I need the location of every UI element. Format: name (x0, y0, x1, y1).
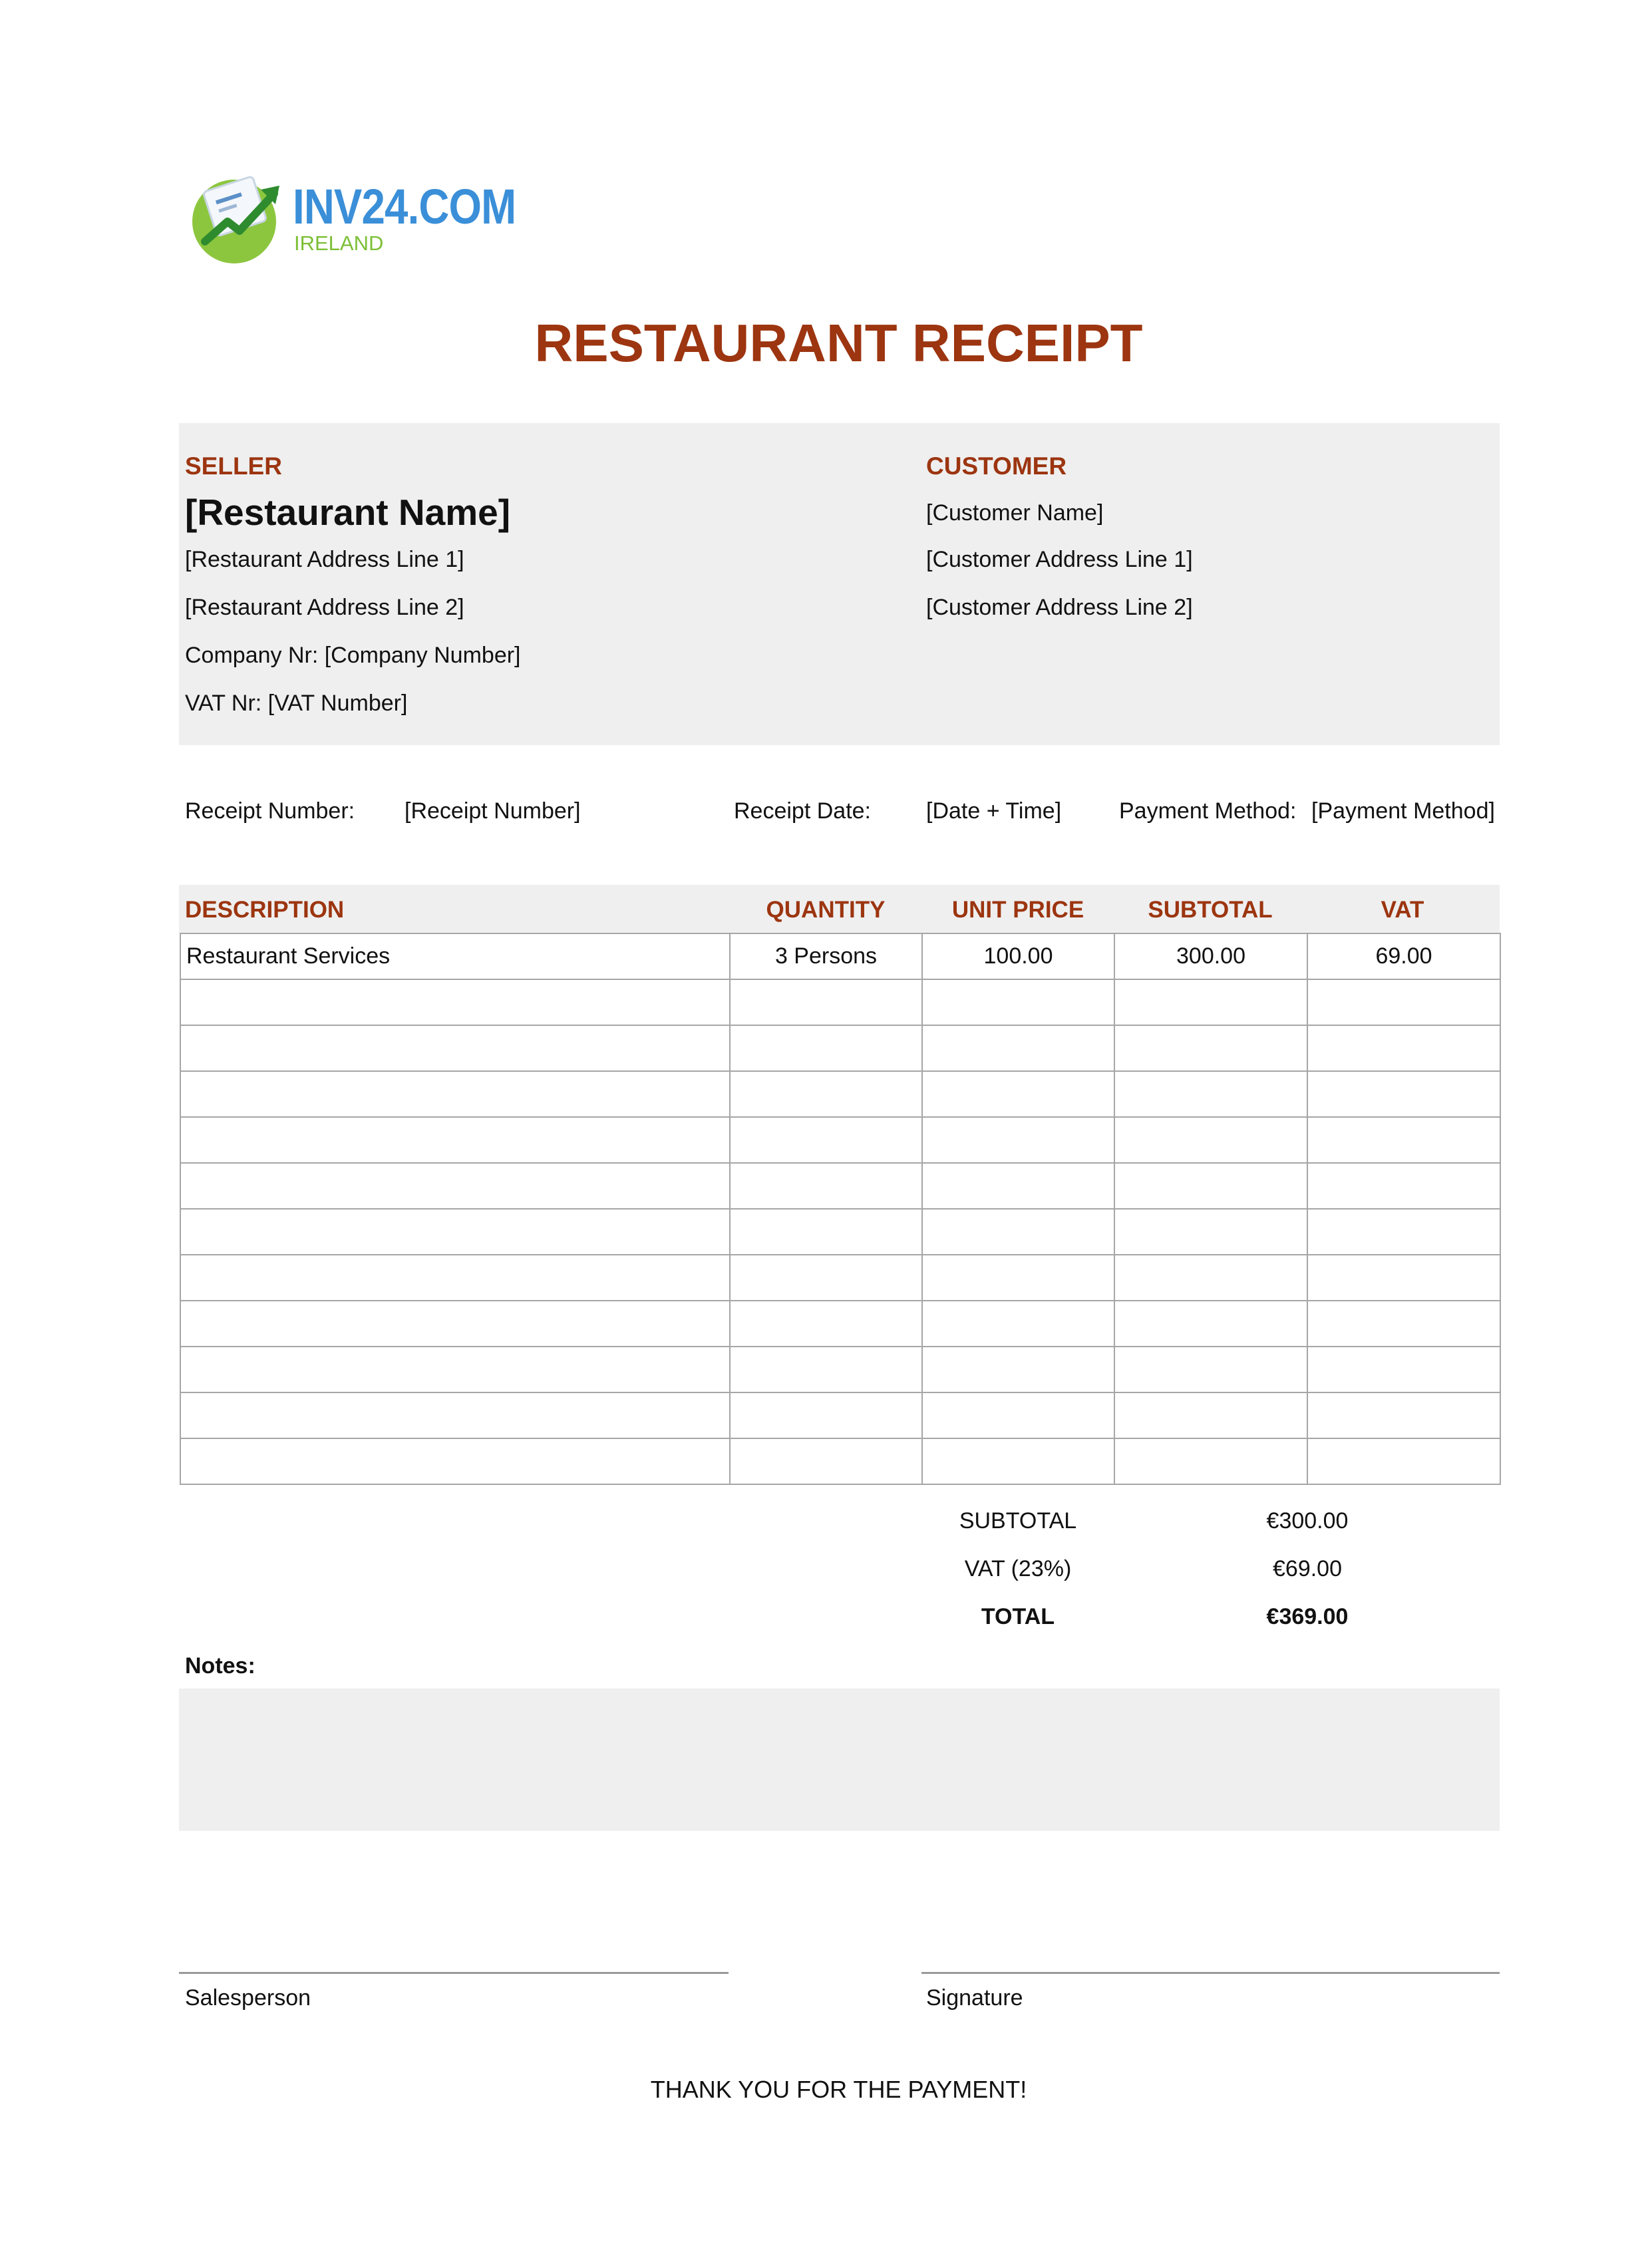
receipt-number-label: Receipt Number: (185, 798, 355, 824)
grand-total-label: TOTAL (981, 1604, 1055, 1629)
subtotal-value: €300.00 (1266, 1508, 1349, 1534)
signature-label: Signature (926, 1985, 1023, 2011)
cell-description[interactable] (180, 1071, 730, 1117)
cell-subtotal[interactable]: 300.00 (1114, 933, 1307, 979)
restaurant-address-line-1: [Restaurant Address Line 1] (185, 547, 464, 572)
cell-vat[interactable] (1307, 1392, 1500, 1438)
customer-signature-line (921, 1972, 1500, 1974)
header-vat: VAT (1381, 897, 1424, 923)
table-row (180, 1209, 1500, 1255)
company-number: Company Nr: [Company Number] (185, 643, 521, 668)
cell-subtotal[interactable] (1114, 1117, 1307, 1163)
cell-subtotal[interactable] (1114, 1255, 1307, 1301)
cell-quantity[interactable]: 3 Persons (730, 933, 922, 979)
seller-label: SELLER (185, 452, 282, 480)
cell-vat[interactable] (1307, 1301, 1500, 1347)
cell-vat[interactable] (1307, 1209, 1500, 1255)
header-unit-price: UNIT PRICE (951, 897, 1084, 923)
cell-unit-price[interactable] (922, 1255, 1114, 1301)
cell-subtotal[interactable] (1114, 1071, 1307, 1117)
cell-description[interactable] (180, 1438, 730, 1484)
table-row (180, 1301, 1500, 1347)
table-row (180, 1071, 1500, 1117)
table-row (180, 1163, 1500, 1209)
cell-unit-price[interactable] (922, 979, 1114, 1025)
vat-total-value: €69.00 (1273, 1556, 1342, 1581)
cell-unit-price[interactable] (922, 1301, 1114, 1347)
cell-unit-price[interactable] (922, 1025, 1114, 1071)
cell-quantity[interactable] (730, 979, 922, 1025)
cell-vat[interactable] (1307, 1025, 1500, 1071)
header-description: DESCRIPTION (185, 897, 345, 923)
cell-unit-price[interactable] (922, 1347, 1114, 1392)
cell-description[interactable] (180, 1301, 730, 1347)
logo-region-text: IRELAND (294, 232, 384, 255)
rising-arrow-icon (192, 176, 279, 263)
customer-name: [Customer Name] (926, 500, 1104, 526)
table-row (180, 1392, 1500, 1438)
cell-quantity[interactable] (730, 1255, 922, 1301)
cell-subtotal[interactable] (1114, 1301, 1307, 1347)
notes-label: Notes: (185, 1653, 255, 1679)
document-title: RESTAURANT RECEIPT (534, 313, 1143, 373)
cell-vat[interactable] (1307, 1255, 1500, 1301)
vat-number: VAT Nr: [VAT Number] (185, 691, 408, 716)
cell-quantity[interactable] (730, 1071, 922, 1117)
cell-vat[interactable]: 69.00 (1307, 933, 1500, 979)
payment-method-value: [Payment Method] (1311, 798, 1495, 824)
receipt-date-label: Receipt Date: (734, 798, 871, 824)
cell-unit-price[interactable] (922, 1392, 1114, 1438)
cell-quantity[interactable] (730, 1347, 922, 1392)
table-row (180, 1025, 1500, 1071)
salesperson-label: Salesperson (185, 1985, 311, 2011)
cell-unit-price[interactable] (922, 1117, 1114, 1163)
restaurant-name: [Restaurant Name] (185, 492, 511, 533)
customer-label: CUSTOMER (926, 452, 1067, 480)
cell-vat[interactable] (1307, 1117, 1500, 1163)
grand-total-value: €369.00 (1266, 1604, 1349, 1629)
cell-quantity[interactable] (730, 1117, 922, 1163)
cell-quantity[interactable] (730, 1438, 922, 1484)
cell-subtotal[interactable] (1114, 1209, 1307, 1255)
cell-description[interactable]: Restaurant Services (180, 933, 730, 979)
cell-vat[interactable] (1307, 1438, 1500, 1484)
cell-unit-price[interactable] (922, 1071, 1114, 1117)
table-row (180, 1347, 1500, 1392)
cell-subtotal[interactable] (1114, 1025, 1307, 1071)
cell-description[interactable] (180, 1117, 730, 1163)
cell-quantity[interactable] (730, 1392, 922, 1438)
cell-quantity[interactable] (730, 1301, 922, 1347)
restaurant-address-line-2: [Restaurant Address Line 2] (185, 595, 464, 620)
notes-box[interactable] (179, 1689, 1500, 1831)
cell-description[interactable] (180, 1209, 730, 1255)
cell-subtotal[interactable] (1114, 979, 1307, 1025)
header-subtotal: SUBTOTAL (1148, 897, 1273, 923)
salesperson-signature-line (179, 1972, 729, 1974)
payment-method-label: Payment Method: (1119, 798, 1297, 824)
receipt-number-value: [Receipt Number] (405, 798, 581, 824)
cell-description[interactable] (180, 979, 730, 1025)
cell-unit-price[interactable] (922, 1209, 1114, 1255)
cell-description[interactable] (180, 1025, 730, 1071)
cell-subtotal[interactable] (1114, 1438, 1307, 1484)
cell-unit-price[interactable] (922, 1163, 1114, 1209)
cell-description[interactable] (180, 1347, 730, 1392)
cell-description[interactable] (180, 1392, 730, 1438)
table-row (180, 1255, 1500, 1301)
cell-unit-price[interactable]: 100.00 (922, 933, 1114, 979)
table-row (180, 1117, 1500, 1163)
cell-unit-price[interactable] (922, 1438, 1114, 1484)
customer-address-line-2: [Customer Address Line 2] (926, 595, 1193, 620)
table-row (180, 1438, 1500, 1484)
cell-description[interactable] (180, 1255, 730, 1301)
cell-quantity[interactable] (730, 1025, 922, 1071)
cell-subtotal[interactable] (1114, 1163, 1307, 1209)
cell-vat[interactable] (1307, 979, 1500, 1025)
subtotal-label: SUBTOTAL (959, 1508, 1077, 1534)
cell-vat[interactable] (1307, 1347, 1500, 1392)
cell-vat[interactable] (1307, 1163, 1500, 1209)
cell-quantity[interactable] (730, 1163, 922, 1209)
cell-subtotal[interactable] (1114, 1392, 1307, 1438)
receipt-date-value: [Date + Time] (926, 798, 1062, 824)
cell-quantity[interactable] (730, 1209, 922, 1255)
vat-total-label: VAT (23%) (964, 1556, 1072, 1581)
table-row (180, 933, 1500, 979)
header-quantity: QUANTITY (766, 897, 886, 923)
thank-you-message: THANK YOU FOR THE PAYMENT! (650, 2076, 1027, 2103)
cell-subtotal[interactable] (1114, 1347, 1307, 1392)
items-table (180, 933, 1501, 1485)
cell-description[interactable] (180, 1163, 730, 1209)
customer-address-line-1: [Customer Address Line 1] (926, 547, 1193, 572)
cell-vat[interactable] (1307, 1071, 1500, 1117)
logo-brand-text: INV24.COM (293, 179, 516, 234)
table-row (180, 979, 1500, 1025)
